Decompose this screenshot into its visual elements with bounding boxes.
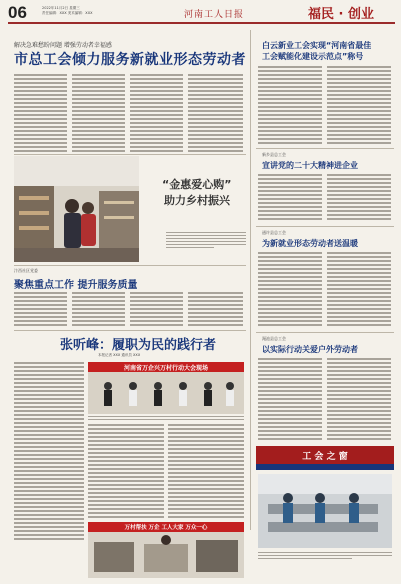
right-divider-1 xyxy=(256,148,394,149)
right-top-body-1 xyxy=(258,66,322,146)
lead-body-col-2 xyxy=(72,74,125,154)
brief2-body-2 xyxy=(327,252,391,328)
mid-headline: 聚焦重点工作 提升服务质量 xyxy=(14,280,138,291)
bottom-headline: 张听峰：履职为民的践行者 xyxy=(60,338,217,353)
column-header-strip xyxy=(256,464,394,470)
brief1-title: 宣讲党的二十大精神进企业 xyxy=(262,161,358,170)
brief2-title: 为新就业形态劳动者送温暖 xyxy=(262,239,358,248)
lead-divider xyxy=(14,154,246,155)
banner-photo-1 xyxy=(88,362,244,414)
brief2-kicker: 通许县总工会 xyxy=(262,230,286,235)
right-top-title-1: 白云新业工会实现“河南省最佳 xyxy=(262,41,372,50)
bottom-body-col-2 xyxy=(88,424,164,520)
shop-photo xyxy=(14,156,139,262)
right-top-title-2: 工会赋能化建设示范点”称号 xyxy=(262,52,364,61)
column-header-title: 工 会 之 窗 xyxy=(302,452,348,462)
mid-body-col-3 xyxy=(130,292,183,328)
brief2-body-1 xyxy=(258,252,322,328)
right-col-divider xyxy=(250,30,251,530)
bottom-byline: 本报记者 XXX 通讯员 XXX xyxy=(98,353,141,357)
editor-line: 责任编辑：XXX 美术编辑：XXX xyxy=(42,11,93,15)
photo-caption-text xyxy=(166,232,246,250)
brief1-kicker: 新乡县总工会 xyxy=(262,152,286,157)
brief3-kicker: 渑池县总工会 xyxy=(262,336,286,341)
banner-1-text: 河南省万企兴万村行动大会现场 xyxy=(123,365,208,372)
photo-caption-title: “金惠爱心购” xyxy=(162,178,232,191)
banner-1-caption xyxy=(88,416,244,422)
section-title: 福民 · 创业 xyxy=(308,7,374,22)
mid-kicker: 汴西社区党委 xyxy=(14,268,38,273)
brief1-body-1 xyxy=(258,174,322,222)
mid-body-col-2 xyxy=(72,292,125,328)
paper-name: 河南工人日报 xyxy=(184,10,245,20)
page-number: 06 xyxy=(8,3,27,22)
brief3-body-1 xyxy=(258,358,322,442)
mid-body-col-4 xyxy=(188,292,243,328)
factory-photo xyxy=(258,474,392,548)
brief3-body-2 xyxy=(327,358,391,442)
factory-photo-caption xyxy=(258,552,392,561)
banner-photo-2 xyxy=(88,522,244,578)
mid-divider-top xyxy=(14,265,246,266)
lead-kicker: 解决急难愁盼问题 增强劳动者幸福感 xyxy=(14,42,112,49)
column-header-band xyxy=(256,446,394,464)
brief1-body-2 xyxy=(327,174,391,222)
masthead xyxy=(8,3,395,37)
right-top-body-2 xyxy=(327,66,391,146)
brief3-title: 以实际行动关爱户外劳动者 xyxy=(262,345,358,354)
right-divider-2 xyxy=(256,226,394,227)
bottom-body-col-1 xyxy=(14,362,84,542)
photo-caption-subtitle: 助力乡村振兴 xyxy=(164,194,230,207)
banner-2-text: 万村帮扶 万企 工人大家 万众一心 xyxy=(124,525,208,531)
date-line: 2022年11月2日 星期三 xyxy=(42,6,80,10)
bottom-divider-top xyxy=(14,330,246,331)
lead-body-col-1 xyxy=(14,74,67,154)
lead-headline: 市总工会倾力服务新就业形态劳动者 xyxy=(14,52,246,68)
photo-caption-box xyxy=(142,160,246,260)
masthead-rule xyxy=(8,22,395,24)
bottom-body-col-3 xyxy=(168,424,244,520)
lead-body-col-4 xyxy=(188,74,243,154)
lead-body-col-3 xyxy=(130,74,183,154)
mid-body-col-1 xyxy=(14,292,67,328)
right-divider-3 xyxy=(256,332,394,333)
